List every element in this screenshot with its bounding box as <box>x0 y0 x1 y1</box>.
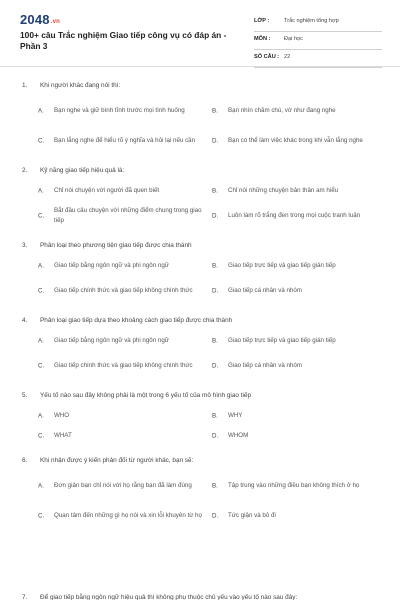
header-divider <box>0 66 400 67</box>
option-text: Tập trung vào những điều bạn không thích ở họ <box>228 482 360 489</box>
option-letter: C. <box>38 137 45 145</box>
logo-main: 2048 <box>20 12 50 27</box>
question-6 <box>0 455 400 531</box>
options <box>0 471 400 531</box>
option-d[interactable] <box>210 351 382 381</box>
question-text: Phân loại theo phương tiện giao tiếp được chia thành <box>40 242 192 249</box>
question-text: Yếu tố nào sau đây không phải là một trong 6 yếu tố của mô hình giao tiếp <box>40 392 252 399</box>
option-c[interactable] <box>36 501 206 531</box>
option-b[interactable] <box>210 96 382 126</box>
option-row <box>0 471 400 501</box>
option-a[interactable] <box>36 96 206 126</box>
option-letter: D. <box>212 362 219 370</box>
option-letter: A. <box>38 187 44 195</box>
option-letter: B. <box>212 482 218 490</box>
meta-label: LỚP : <box>254 18 270 24</box>
option-text: Luôn làm rõ trắng đen trong mọi cuộc tranh luận <box>228 212 361 219</box>
option-text: WHAT <box>54 432 72 439</box>
option-text: Giao tiếp trực tiếp và giao tiếp gián tiếp <box>228 337 336 344</box>
option-c[interactable] <box>36 426 206 446</box>
option-row <box>0 96 400 126</box>
option-text: Giao tiếp trực tiếp và giao tiếp gián tiếp <box>228 262 336 269</box>
option-row <box>0 351 400 381</box>
option-c[interactable] <box>36 351 206 381</box>
option-text: Đơn giản bạn chỉ nói với họ rằng bạn đã làm đúng <box>54 482 192 489</box>
option-letter: B. <box>212 187 218 195</box>
option-letter: D. <box>212 137 219 145</box>
question-number: 1. <box>22 82 28 89</box>
option-b[interactable] <box>210 181 382 201</box>
option-letter: A. <box>38 107 44 115</box>
option-a[interactable] <box>36 331 206 351</box>
option-text: Giao tiếp bằng ngôn ngữ và phi ngôn ngữ <box>54 262 169 269</box>
option-text: WHY <box>228 412 243 419</box>
option-row <box>0 126 400 156</box>
option-row <box>0 276 400 306</box>
option-letter: C. <box>38 432 45 440</box>
options <box>0 96 400 156</box>
option-row <box>0 256 400 276</box>
option-a[interactable] <box>36 406 206 426</box>
option-letter: B. <box>212 107 218 115</box>
question-text: Để giao tiếp bằng ngôn ngữ hiệu quả thì không phụ thuộc chủ yếu vào yếu tố nào sau đây: <box>40 594 298 600</box>
option-letter: C. <box>38 287 45 295</box>
option-text: Bắt đầu câu chuyện với những điểm chung trong giao tiếp <box>54 207 202 224</box>
question-3 <box>0 240 400 306</box>
question-list <box>0 80 400 540</box>
question-stem <box>0 165 400 179</box>
options <box>0 331 400 381</box>
meta-label: SỐ CÂU : <box>254 54 280 60</box>
question-number: 4. <box>22 317 28 324</box>
option-b[interactable] <box>210 471 382 501</box>
option-text: Giao tiếp bằng ngôn ngữ và phi ngôn ngữ <box>54 337 169 344</box>
question-stem <box>0 455 400 469</box>
meta-table <box>254 14 382 68</box>
option-c[interactable] <box>36 201 206 231</box>
option-a[interactable] <box>36 256 206 276</box>
option-letter: B. <box>212 262 218 270</box>
option-a[interactable] <box>36 181 206 201</box>
question-text: Khi nhận được ý kiến phản đối từ người khác, bạn sẽ: <box>40 457 194 464</box>
options <box>0 256 400 306</box>
option-text: WHOM <box>228 432 249 439</box>
option-letter: D. <box>212 512 219 520</box>
option-row <box>0 201 400 231</box>
question-number: 6. <box>22 457 28 464</box>
meta-value: Đại học <box>284 36 303 42</box>
meta-value: Trắc nghiệm tổng hợp <box>284 18 339 24</box>
option-letter: A. <box>38 482 44 490</box>
option-text: Quan tâm đến những gì họ nói và xin lỗi khuyên từ họ <box>54 512 202 519</box>
option-text: Bạn nhìn chăm chú, vờ như đang nghe <box>228 107 336 114</box>
option-b[interactable] <box>210 331 382 351</box>
option-text: Giao tiếp chính thức và giao tiếp không chính thức <box>54 287 193 294</box>
options <box>0 181 400 231</box>
option-letter: B. <box>212 337 218 345</box>
option-row <box>0 406 400 426</box>
option-text: Chỉ nói chuyện với người đã quen biết <box>54 187 160 194</box>
question-stem <box>0 240 400 254</box>
option-a[interactable] <box>36 471 206 501</box>
meta-label: MÔN : <box>254 36 271 42</box>
option-letter: C. <box>38 212 45 220</box>
option-d[interactable] <box>210 126 382 156</box>
option-row <box>0 501 400 531</box>
document-title: 100+ câu Trắc nghiệm Giao tiếp công vụ có đáp án - Phần 3 <box>20 30 227 51</box>
question-2 <box>0 165 400 231</box>
question-number: 7. <box>22 594 28 600</box>
site-logo[interactable] <box>20 12 60 27</box>
option-d[interactable] <box>210 276 382 306</box>
header <box>0 0 400 62</box>
question-number: 3. <box>22 242 28 249</box>
option-text: Giao tiếp cá nhân và nhóm <box>228 287 302 294</box>
option-d[interactable] <box>210 201 382 231</box>
question-number: 5. <box>22 392 28 399</box>
option-d[interactable] <box>210 501 382 531</box>
option-text: Bạn nghe và giữ bình tĩnh trước mọi tình huống <box>54 107 185 114</box>
option-letter: D. <box>212 287 219 295</box>
question-text: Khi người khác đang nói thì: <box>40 82 121 89</box>
option-letter: A. <box>38 262 44 270</box>
option-text: Bạn lắng nghe để hiểu rõ ý nghĩa và hỏi lại nếu cần <box>54 137 196 144</box>
option-text: Giao tiếp chính thức và giao tiếp không chính thức <box>54 362 193 369</box>
option-row <box>0 426 400 446</box>
option-c[interactable] <box>36 126 206 156</box>
meta-value: 22 <box>284 54 291 60</box>
option-letter: C. <box>38 362 45 370</box>
option-letter: D. <box>212 432 219 440</box>
option-text: WHO <box>54 412 70 419</box>
option-d[interactable] <box>210 426 382 446</box>
question-7-partial <box>0 591 400 600</box>
option-text: Tức giận và bỏ đi <box>228 512 276 519</box>
option-text: Giao tiếp cá nhân và nhóm <box>228 362 302 369</box>
option-letter: A. <box>38 412 44 420</box>
question-stem <box>0 315 400 329</box>
option-letter: A. <box>38 337 44 345</box>
option-row <box>0 331 400 351</box>
question-stem <box>0 390 400 404</box>
question-1 <box>0 80 400 156</box>
logo-tld: .vn <box>50 19 61 25</box>
question-5 <box>0 390 400 446</box>
question-text: Phân loại giao tiếp dựa theo khoảng cách giao tiếp được chia thành <box>40 317 233 324</box>
option-letter: D. <box>212 212 219 220</box>
question-stem <box>0 80 400 94</box>
option-letter: B. <box>212 412 218 420</box>
option-text: Bạn có thể làm việc khác trong khi vẫn lắng nghe <box>228 137 363 144</box>
question-number: 2. <box>22 167 28 174</box>
meta-row-subject <box>254 32 382 50</box>
option-c[interactable] <box>36 276 206 306</box>
options <box>0 406 400 446</box>
question-text: Kỹ năng giao tiếp hiệu quả là: <box>40 167 125 174</box>
option-text: Chỉ nói những chuyện bản thân am hiểu <box>228 187 339 194</box>
question-4 <box>0 315 400 381</box>
option-b[interactable] <box>210 406 382 426</box>
option-letter: C. <box>38 512 45 520</box>
option-b[interactable] <box>210 256 382 276</box>
meta-row-class <box>254 14 382 32</box>
option-row <box>0 181 400 201</box>
